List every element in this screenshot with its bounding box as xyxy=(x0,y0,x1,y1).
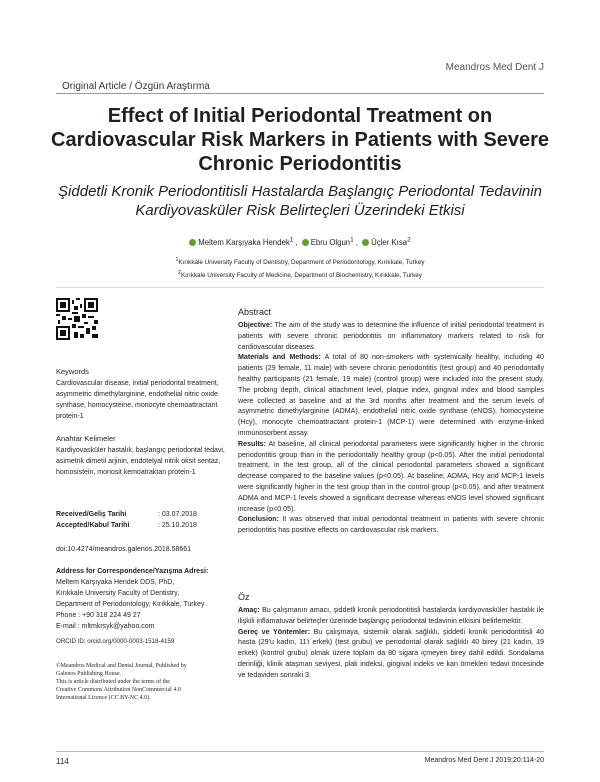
qr-code-icon[interactable] xyxy=(56,298,98,340)
copyright-line: International Licence (CC BY-NC 4.0). xyxy=(56,695,151,701)
doi-link[interactable]: doi:10.4274/meandros.galenos.2018.58661 xyxy=(56,546,192,553)
journal-name: Meandros Med Dent J xyxy=(445,62,544,73)
copyright-line: ©Meandros Medical and Dental Journal, Published by xyxy=(56,663,187,669)
oz-heading: Öz xyxy=(238,592,250,602)
footer-rule xyxy=(56,751,544,752)
affiliations xyxy=(56,255,544,281)
affiliation: $^1$Kırıkkale University Faculty of Dentistry, Department of Periodontology, Kırıkkale, Turkey xyxy=(175,257,425,267)
citation: Meandros Med Dent J 2019;20:114-20 xyxy=(424,757,544,764)
abstract-methods: Materials and Methods: A total of 80 non-smokers with systemically healthy, including 40 patients (29 female, 11 male) with severe chronic periodontitis (test group) and 40 periodontally healthy participants (21 female, 19 male) (control group) were included into the present study. The probing depth, clinical attachment level, plaque index, gingival index and blood samples were collected at baseline and at the 3rd months after treatment and the serum levels of asymmetric dimethylarginine (ADMA), endothelial nitric oxide synthase (eNOS), homocysteine (Hcy), monocyte chemoattractant protein-1 (MCP-1) were determined with enzyme-linked immunosorbent assay. xyxy=(238,353,544,437)
header-rule xyxy=(56,93,544,94)
received-date: : 03.07.2018 xyxy=(158,511,197,518)
keywords-heading: Keywords xyxy=(56,367,89,376)
abstract-heading: Abstract xyxy=(238,307,272,317)
received-label: Received/Geliş Tarihi xyxy=(56,511,127,518)
orcid-icon[interactable] xyxy=(189,239,196,246)
correspondence xyxy=(56,566,236,632)
author: Ebru Olgun$^1$ xyxy=(302,238,354,247)
copyright-notice xyxy=(56,662,216,702)
accepted-label: Accepted/Kabul Tarihi xyxy=(56,522,130,529)
orcid-icon[interactable] xyxy=(362,239,369,246)
author-list: Meltem Karşıyaka Hendek$^1$ , Ebru Olgun$^1$ , Üçler Kısa$^2$ xyxy=(56,236,544,247)
correspondence-email[interactable]: E-mail : mltmkrsyk@yahoo.com xyxy=(56,623,155,630)
oz-amac: Amaç: Bu çalışmanın amacı, şiddetli kronik periodontitisli hastalarda kardiyovasküler hastalık ile ilişkili inflamatuvar belirteçler üzerinde başlangıç periodontal tedavinin etkisini belirlemektir. xyxy=(238,606,544,625)
affiliation: $^2$Kırıkkale University Faculty of Medicine, Department of Biochemistry, Kırıkkale, Turkey xyxy=(178,270,422,280)
correspondence-line: Meltem Karşıyaka Hendek DDS, PhD, xyxy=(56,579,175,586)
anahtar-kelimeler-text: Kardiyovasküler hastalık, başlangıç periodontal tedavi, asimetrik dimetil arjinin, endotelyal nitrik oksit sentaz, homosistein, monosit kemoatraktan protein-1 xyxy=(56,447,225,476)
correspondence-line: Department of Periodontology, Kırıkkale, Turkey xyxy=(56,601,205,608)
orcid-id[interactable]: ORCID ID: orcid.org/0000-0003-1518-4159 xyxy=(56,638,175,645)
title-turkish: Şiddetli Kronik Periodontitisli Hastalarda Başlangıç Periodontal Tedavinin Kardiyovasküler Risk Belirteçleri Üzerindeki Etkisi xyxy=(58,183,542,219)
author: Meltem Karşıyaka Hendek$^1$ xyxy=(189,238,293,247)
copyright-line: Creative Commons Attribution NonCommercial 4.0 xyxy=(56,687,181,693)
abstract-section xyxy=(238,307,544,536)
correspondence-heading: Address for Correspondence/Yazışma Adresi: xyxy=(56,568,209,575)
oz-section xyxy=(238,592,544,681)
page-number: 114 xyxy=(56,757,69,766)
title-english: Effect of Initial Periodontal Treatment on Cardiovascular Risk Markers in Patients with Severe Chronic Periodontitis xyxy=(51,105,549,175)
keywords-text: Cardiovascular disease, initial periodontal treatment, asymmetric dimethylarginine, endothelial nitric oxide synthase, homocysteine, monocyte chemoattractant protein-1 xyxy=(56,380,219,420)
correspondence-phone: Phone : +90 318 224 49 27 xyxy=(56,612,141,619)
correspondence-line: Kırıkkale University Faculty of Dentistry, xyxy=(56,590,180,597)
author: Üçler Kısa$^2$ xyxy=(362,238,411,247)
abstract-conclusion: Conclusion: It was observed that initial periodontal treatment in patients with severe chronic periodontitis has positive effects on cardiovascular risk markers. xyxy=(238,515,544,535)
copyright-line: This is article distributed under the terms of the xyxy=(56,679,170,685)
article-type: Original Article / Özgün Araştırma xyxy=(62,81,210,92)
accepted-date: : 25.10.2018 xyxy=(158,522,197,529)
received-row xyxy=(56,509,230,520)
divider xyxy=(56,287,544,288)
oz-yontem: Gereç ve Yöntemler: Bu çalışmaya, sistemik olarak sağlıklı, şiddetli kronik periodontitisli 40 hasta (29'u kadın, 11'i erkek) (test grubu) ve periodontal olarak sağlıklı 40 birey (21 kadın, 19 erkek) (kontrol grubu) olmak üzere toplam da 80 sigara içmeyen birey dahil edildi. Sondalama derinliği, klinik ataşman seviyesi, plak indeksi, gingival indeks ve kan örnekleri tedavi öncesinde ve tedaviden sonraki 3. xyxy=(238,627,544,679)
orcid-icon[interactable] xyxy=(302,239,309,246)
copyright-line: Galenos Publishing House. xyxy=(56,671,122,677)
abstract-results: Results: At baseline, all clinical periodontal parameters were significantly higher in the chronic periodontitis group than in the periodontally healthy group (p<0.05). After the initial periodontal treatment, in the test group, all of the clinical periodontal parameters showed a significant decrease compared to the baseline values (p<0.05). At baseline, ADMA, Hcy and MCP-1 levels were significantly higher in the test group than in the control group (p<0.05), and after treatment ADMA and MCP-1 levels showed a significant decrease whereas eNOS level showed significant increase (p<0.05). xyxy=(238,439,544,513)
abstract-objective: Objective: The aim of the study was to determine the influence of initial periodontal treatment in patients with severe chronic periodontitis on inflammatory markers related to risk for cardiovascular diseases. xyxy=(238,321,544,351)
accepted-row xyxy=(56,520,230,531)
dates-table xyxy=(56,509,230,531)
anahtar-kelimeler-heading: Anahtar Kelimeler xyxy=(56,434,116,443)
